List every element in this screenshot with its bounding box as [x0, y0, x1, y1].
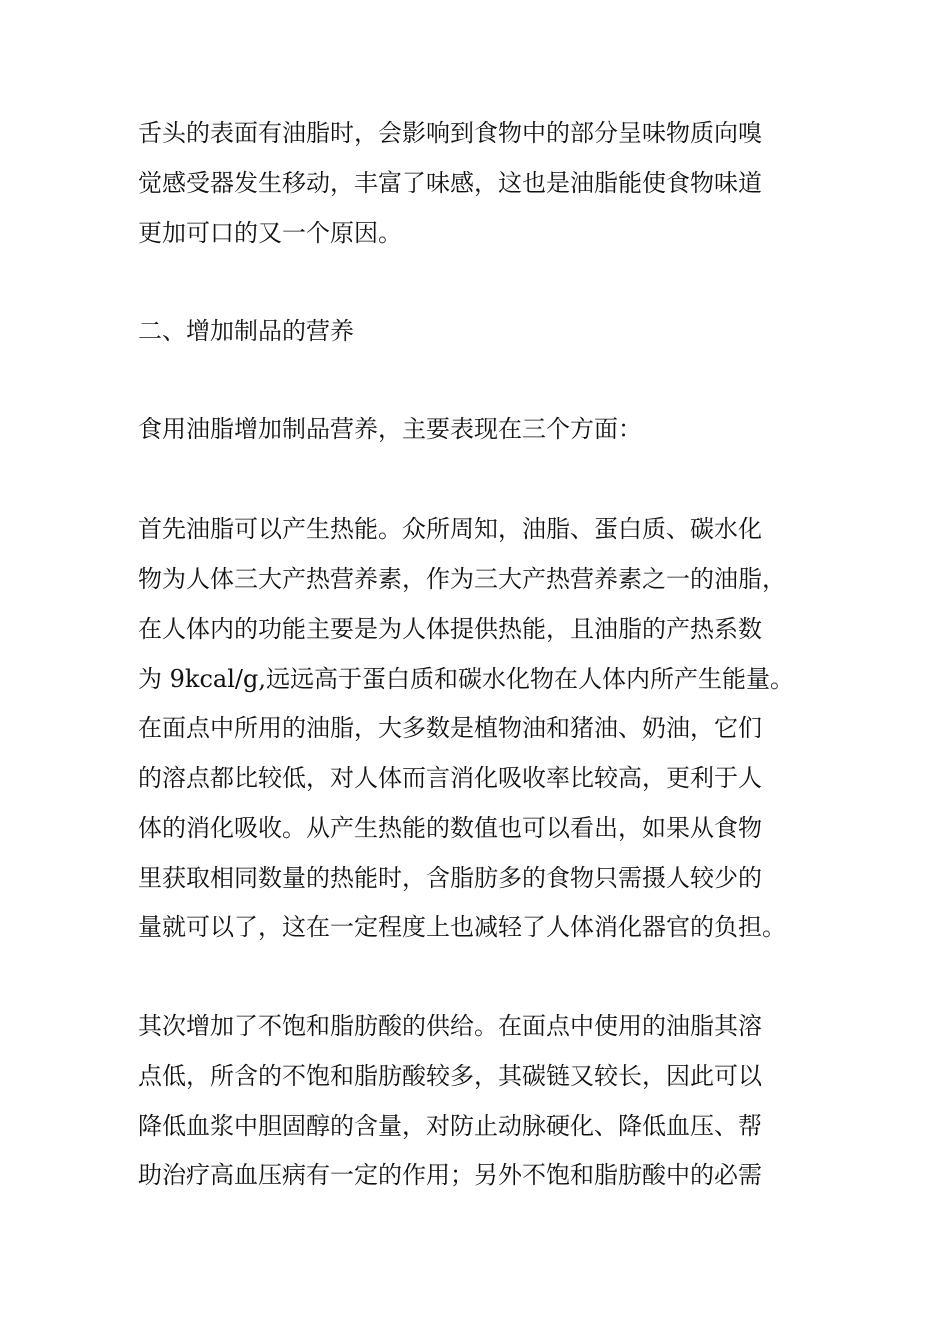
text-line: 为 9kcal/g,远远高于蛋白质和碳水化物在人体内所产生能量。: [138, 665, 794, 693]
text-line: 在人体内的功能主要是为人体提供热能，且油脂的产热系数: [138, 615, 762, 643]
text-line: 量就可以了，这在一定程度上也减轻了人体消化器官的负担。: [138, 913, 786, 941]
intro-line: 食用油脂增加制品营养，主要表现在三个方面：: [138, 415, 642, 443]
text-line: 里获取相同数量的热能时，含脂肪多的食物只需摄人较少的: [138, 864, 762, 892]
text-line: 更加可口的又一个原因。: [138, 219, 402, 247]
text-line: 其次增加了不饱和脂肪酸的供给。在面点中使用的油脂其溶: [138, 1012, 762, 1040]
text-line: 体的消化吸收。从产生热能的数值也可以看出，如果从食物: [138, 814, 762, 842]
text-line: 首先油脂可以产生热能。众所周知，油脂、蛋白质、碳水化: [138, 515, 762, 543]
text-line: 降低血浆中胆固醇的含量，对防止动脉硬化、降低血压、帮: [138, 1112, 762, 1140]
text-line: 觉感受器发生移动，丰富了味感，这也是油脂能使食物味道: [138, 169, 762, 197]
text-line: 的溶点都比较低，对人体而言消化吸收率比较高，更利于人: [138, 764, 762, 792]
text-line: 物为人体三大产热营养素，作为三大产热营养素之一的油脂，: [138, 565, 786, 593]
text-line: 在面点中所用的油脂，大多数是植物油和猪油、奶油，它们: [138, 714, 762, 742]
text-line: 助治疗高血压病有一定的作用；另外不饱和脂肪酸中的必需: [138, 1161, 762, 1189]
section-heading: 二、增加制品的营养: [138, 317, 354, 345]
text-line: 舌头的表面有油脂时，会影响到食物中的部分呈味物质向嗅: [138, 119, 762, 147]
text-line: 点低，所含的不饱和脂肪酸较多，其碳链又较长，因此可以: [138, 1062, 762, 1090]
